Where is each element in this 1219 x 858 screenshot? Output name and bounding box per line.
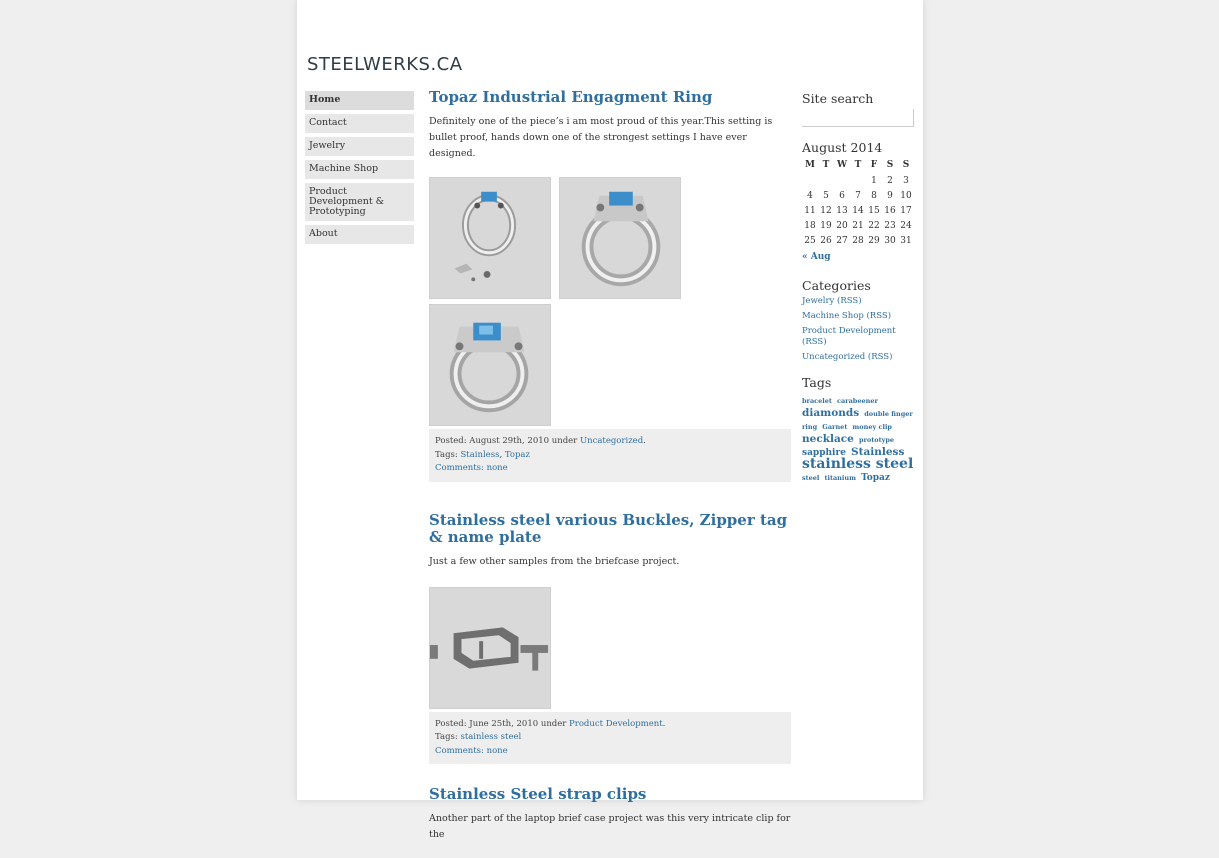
calendar-day: 7 bbox=[855, 190, 861, 201]
calendar-day: 21 bbox=[852, 220, 864, 231]
calendar-day: 16 bbox=[884, 205, 896, 216]
calendar-day: 29 bbox=[868, 235, 880, 246]
post-title[interactable]: Stainless steel various Buckles, Zipper tag & name plate bbox=[429, 510, 788, 546]
weekday-header: T bbox=[854, 160, 862, 170]
post bbox=[429, 786, 791, 843]
calendar-day: 30 bbox=[884, 235, 896, 246]
tag-link[interactable]: titanium bbox=[824, 474, 856, 482]
tag-link[interactable]: necklace bbox=[802, 433, 854, 445]
post-meta: Posted: August 29th, 2010 under Uncategorized. Tags: Stainless, Topaz Comments: none bbox=[429, 429, 791, 482]
tag-link-stainless[interactable]: Stainless bbox=[460, 449, 500, 460]
tag-link[interactable]: carabeener bbox=[836, 397, 878, 405]
calendar-day: 12 bbox=[820, 205, 832, 216]
tag-cloud bbox=[802, 393, 915, 483]
post-gallery bbox=[429, 177, 699, 426]
category-link[interactable]: Product Development bbox=[569, 718, 663, 729]
main-nav bbox=[305, 91, 414, 248]
nav-item-contact[interactable]: Contact bbox=[305, 114, 414, 133]
calendar-day: 4 bbox=[807, 190, 813, 201]
tag-link-stainless-steel[interactable]: stainless steel bbox=[460, 732, 522, 742]
nav-item-machine-shop[interactable]: Machine Shop bbox=[305, 160, 414, 179]
weekday-header: S bbox=[902, 160, 910, 170]
calendar-caption: August 2014 bbox=[802, 140, 883, 155]
nav-item-home[interactable]: Home bbox=[305, 91, 414, 110]
calendar-day: 28 bbox=[852, 235, 864, 246]
nav-item-jewelry[interactable]: Jewelry bbox=[305, 137, 414, 156]
tag-link[interactable]: money clip bbox=[852, 423, 892, 431]
post bbox=[429, 89, 791, 482]
calendar-day bbox=[850, 173, 866, 188]
post-body: Another part of the laptop brief case project was this very intricate clip for the bbox=[429, 813, 791, 840]
calendar-day: 2 bbox=[887, 175, 893, 186]
post-body: Definitely one of the piece’s i am most proud of this year.This setting is bullet proof, hands down one of the strongest settings I have ever designed. bbox=[429, 116, 773, 159]
calendar-day: 6 bbox=[839, 190, 845, 201]
post-list bbox=[429, 89, 791, 858]
calendar-day: 14 bbox=[852, 205, 864, 216]
ring-photo-thumbnail[interactable] bbox=[429, 177, 551, 299]
category-link[interactable]: Uncategorized bbox=[579, 436, 644, 446]
calendar-day: 26 bbox=[820, 235, 832, 246]
post-body: Just a few other samples from the briefcase project. bbox=[429, 555, 680, 567]
buckle-photo-thumbnail[interactable] bbox=[429, 587, 551, 709]
tag-link[interactable]: Garnet bbox=[822, 423, 848, 431]
categories-heading: Categories bbox=[802, 278, 871, 293]
calendar-day: 8 bbox=[871, 190, 877, 201]
tag-link[interactable]: Stainless bbox=[851, 446, 905, 458]
search-heading: Site search bbox=[802, 91, 874, 106]
category-link-product-development[interactable]: Product Development (RSS) bbox=[802, 326, 896, 347]
tags-heading: Tags bbox=[802, 375, 832, 390]
post bbox=[429, 512, 791, 765]
calendar-day: 10 bbox=[900, 190, 912, 201]
calendar-day: 13 bbox=[836, 205, 848, 216]
tag-link[interactable]: sapphire bbox=[802, 448, 846, 458]
weekday-header: W bbox=[836, 160, 848, 170]
calendar-day: 24 bbox=[900, 220, 912, 231]
weekday-header: T bbox=[822, 160, 830, 170]
calendar-day: 19 bbox=[820, 220, 832, 231]
ring-photo-thumbnail[interactable] bbox=[429, 304, 551, 426]
calendar-day: 11 bbox=[804, 205, 816, 216]
posted-date: Posted: June 25th, 2010 under bbox=[435, 718, 570, 729]
calendar-day: 15 bbox=[868, 205, 880, 216]
weekday-header: M bbox=[805, 160, 815, 170]
post-gallery bbox=[429, 587, 699, 709]
calendar-day bbox=[834, 173, 850, 188]
tag-link[interactable]: steel bbox=[802, 474, 820, 482]
category-list bbox=[802, 296, 915, 363]
tag-link[interactable]: bracelet bbox=[802, 397, 832, 405]
tag-link[interactable]: double finger ring bbox=[802, 410, 913, 431]
category-link-machine-shop[interactable]: Machine Shop (RSS) bbox=[802, 311, 892, 321]
tag-link[interactable]: stainless steel bbox=[802, 456, 914, 472]
calendar-day: 22 bbox=[868, 220, 880, 231]
tags-label: Tags: bbox=[435, 732, 461, 742]
sidebar bbox=[802, 91, 915, 483]
calendar-day: 9 bbox=[887, 190, 893, 201]
calendar bbox=[802, 158, 914, 248]
calendar-day: 27 bbox=[836, 235, 848, 246]
calendar-day bbox=[802, 173, 818, 188]
post-title[interactable]: Stainless Steel strap clips bbox=[429, 785, 647, 803]
weekday-header: S bbox=[886, 160, 894, 170]
nav-item-product-development[interactable]: Product Development & Prototyping bbox=[305, 183, 414, 221]
ring-photo-thumbnail[interactable] bbox=[559, 177, 681, 299]
calendar-day: 18 bbox=[804, 220, 816, 231]
weekday-header: F bbox=[870, 160, 878, 170]
calendar-day: 23 bbox=[884, 220, 896, 231]
post-meta: Posted: June 25th, 2010 under Product Development. Tags: stainless steel Comments: none bbox=[429, 712, 791, 765]
tag-link[interactable]: Topaz bbox=[861, 473, 890, 483]
calendar-day bbox=[818, 173, 834, 188]
nav-item-about[interactable]: About bbox=[305, 225, 414, 244]
calendar-day: 20 bbox=[836, 220, 848, 231]
tags-label: Tags: bbox=[435, 449, 461, 460]
comments-link[interactable]: Comments: none bbox=[435, 463, 508, 473]
calendar-day: 31 bbox=[900, 235, 912, 246]
calendar-day: 3 bbox=[903, 175, 909, 186]
calendar-day: 17 bbox=[900, 205, 912, 216]
tag-link[interactable]: diamonds bbox=[802, 407, 860, 419]
calendar-prev-link[interactable]: « Aug bbox=[802, 252, 831, 262]
posted-date: Posted: August 29th, 2010 under bbox=[435, 436, 580, 446]
calendar-day: 25 bbox=[804, 235, 816, 246]
page-container bbox=[297, 0, 923, 840]
category-link-uncategorized[interactable]: Uncategorized (RSS) bbox=[802, 352, 893, 362]
calendar-day: 5 bbox=[823, 190, 829, 201]
tag-link-topaz[interactable]: Topaz bbox=[504, 449, 530, 460]
search-input[interactable] bbox=[802, 109, 914, 127]
post-title[interactable]: Topaz Industrial Engagment Ring bbox=[429, 88, 713, 106]
calendar-day: 1 bbox=[871, 175, 877, 186]
comments-link[interactable]: Comments: none bbox=[435, 745, 508, 756]
category-link-jewelry[interactable]: Jewelry (RSS) bbox=[802, 296, 862, 306]
tag-link[interactable]: prototype bbox=[858, 436, 895, 444]
site-logo[interactable]: STEELWERKS.CA bbox=[307, 54, 463, 75]
